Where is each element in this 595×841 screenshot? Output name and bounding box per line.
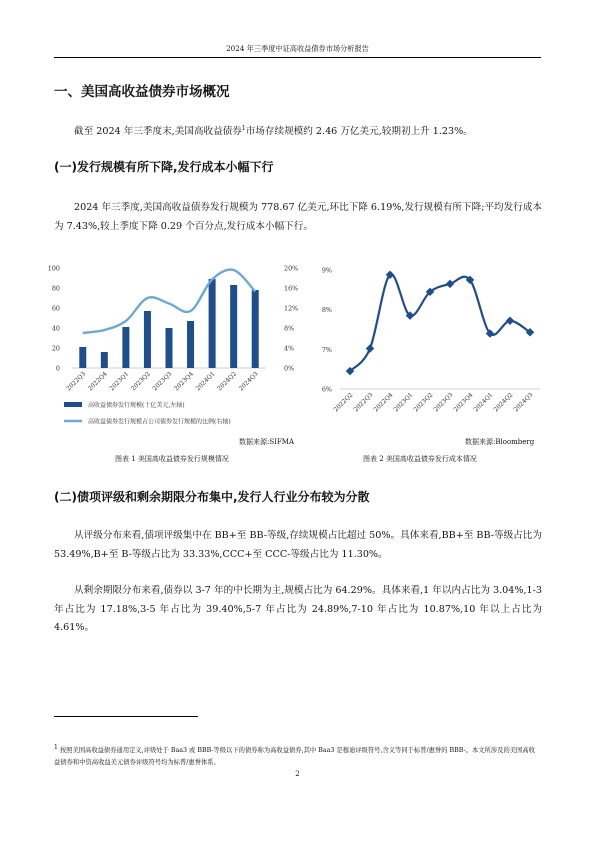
- series-line: [350, 274, 530, 371]
- chart-issuance-volume: [44, 258, 306, 434]
- legend-label: 高收益债券发行规模占公司债券发行规模的比例(右轴): [88, 418, 231, 426]
- page-header: 2024 年三季度中证高收益债券市场分析报告: [226, 44, 369, 53]
- paragraph-text-b: 市场存续规模约 2.46 万亿美元,较期初上升 1.23%。: [245, 126, 473, 138]
- footnote: [54, 742, 541, 769]
- bar: [252, 290, 259, 368]
- subsection-paragraph-1: 2024 年三季度,美国高收益债券发行规模为 778.67 亿美元,环比下降 6.19%,发行规模有所下降;平均发行成本为 7.43%,较上季度下降 0.29 个百分点,发行成本小幅下行。: [54, 202, 543, 232]
- data-point: [506, 317, 514, 325]
- x-tick-label: 2022Q2: [332, 391, 355, 414]
- bar: [209, 279, 216, 368]
- x-tick-label: 2023Q3: [432, 391, 455, 414]
- chart2-caption: 图表 2 美国高收益债券发行成本情况: [363, 455, 477, 463]
- x-tick-label: 2024Q2: [216, 370, 239, 393]
- subsection-paragraph-2a: 从评级分布来看,债项评级集中在 BB+至 BB-等级,存续规模占比超过 50%。具体来看,BB+至 BB-等级占比为 53.49%,B+至 B-等级占比为 33.33%,CCC+至 CCC-等级占比为 11.30%。: [54, 530, 542, 560]
- x-tick-label: 2024Q1: [194, 370, 217, 393]
- bar: [230, 285, 237, 368]
- subsection-title-2: (二)债项评级和剩余期限分布集中,发行人行业分布较为分散: [54, 490, 370, 504]
- x-tick-label: 2023Q3: [151, 370, 174, 393]
- x-tick-label: 2023Q2: [412, 391, 435, 414]
- bar: [144, 311, 151, 368]
- chart2-source: 数据来源:Bloomberg: [465, 438, 535, 446]
- y2-tick-label: 12%: [284, 304, 299, 313]
- legend-label: 高收益债券发行规模(十亿美元,左轴): [88, 402, 185, 409]
- chart1-caption: 图表 1 美国高收益债券发行规模情况: [115, 455, 229, 463]
- y2-tick-label: 16%: [284, 284, 299, 293]
- x-tick-label: 2023Q2: [129, 370, 152, 393]
- y2-tick-label: 4%: [284, 344, 295, 353]
- x-tick-label: 2023Q4: [173, 370, 195, 393]
- footnote-text: 按照美国高收益债券通用定义,评级处于 Baa3 或 BBB-等级以下的债券称为高收益债券,其中 Baa3 是穆迪评级符号,含义等同于标普/惠誉的 BBB-。本文所涉及的美国高收益债券和中资高收益美元债券评级符号均为标普/惠誉体系。: [54, 747, 535, 767]
- bar: [187, 321, 194, 368]
- y-tick-label: 6%: [321, 385, 332, 394]
- chart-issuance-cost: [318, 258, 546, 418]
- header-divider: [54, 57, 541, 58]
- x-tick-label: 2024Q3: [237, 370, 260, 393]
- bar: [166, 328, 173, 368]
- x-tick-label: 2022Q3: [65, 370, 88, 393]
- bar: [101, 352, 108, 368]
- bar: [122, 327, 129, 368]
- y-tick-label: 8%: [321, 306, 332, 315]
- y2-tick-label: 8%: [284, 324, 295, 333]
- x-tick-label: 2022Q4: [86, 370, 109, 393]
- y-tick-label: 9%: [321, 266, 332, 275]
- y-tick-label: 100: [47, 264, 60, 273]
- y-tick-label: 20: [51, 344, 60, 353]
- x-tick-label: 2023Q1: [392, 391, 415, 414]
- y-tick-label: 80: [51, 284, 60, 293]
- data-point: [446, 280, 454, 288]
- data-point: [366, 344, 374, 352]
- y-tick-label: 0: [55, 364, 60, 373]
- footnote-mark: 1: [54, 744, 58, 751]
- series-line: [83, 270, 255, 333]
- section-paragraph: [54, 120, 542, 142]
- x-tick-label: 2023Q4: [452, 391, 475, 414]
- y-tick-label: 7%: [321, 345, 332, 354]
- y-tick-label: 60: [51, 304, 60, 313]
- y-tick-label: 40: [51, 324, 60, 333]
- x-tick-label: 2022Q4: [372, 391, 395, 414]
- y2-tick-label: 0%: [284, 364, 295, 373]
- chart1-source: 数据来源:SIFMA: [239, 438, 294, 446]
- x-tick-label: 2023Q1: [108, 370, 131, 393]
- footnote-ref: 1: [241, 125, 246, 132]
- paragraph-text-a: 截至 2024 年三季度末,美国高收益债券: [74, 126, 242, 138]
- section-title: 一、美国高收益债券市场概况: [54, 84, 230, 100]
- x-tick-label: 2022Q3: [352, 391, 375, 414]
- bar: [79, 347, 86, 368]
- x-tick-label: 2024Q3: [512, 391, 535, 414]
- page-number: 2: [295, 770, 300, 778]
- footnote-divider: [54, 716, 198, 717]
- legend-swatch-bar: [64, 402, 82, 407]
- y2-tick-label: 20%: [284, 264, 299, 273]
- x-tick-label: 2024Q2: [492, 391, 515, 414]
- x-tick-label: 2024Q1: [472, 391, 495, 414]
- subsection-paragraph-2b: 从剩余期限分布来看,债券以 3-7 年的中长期为主,规模占比为 64.29%。具体来看,1 年以内占比为 3.04%,1-3 年占比为 17.18%,3-5 年占比为 39.40%,5-7 年占比为 24.89%,7-10 年占比为 10.87%,10 年以上占比为 4.61%。: [54, 585, 542, 633]
- subsection-title-1: (一)发行规模有所下降,发行成本小幅下行: [54, 160, 274, 174]
